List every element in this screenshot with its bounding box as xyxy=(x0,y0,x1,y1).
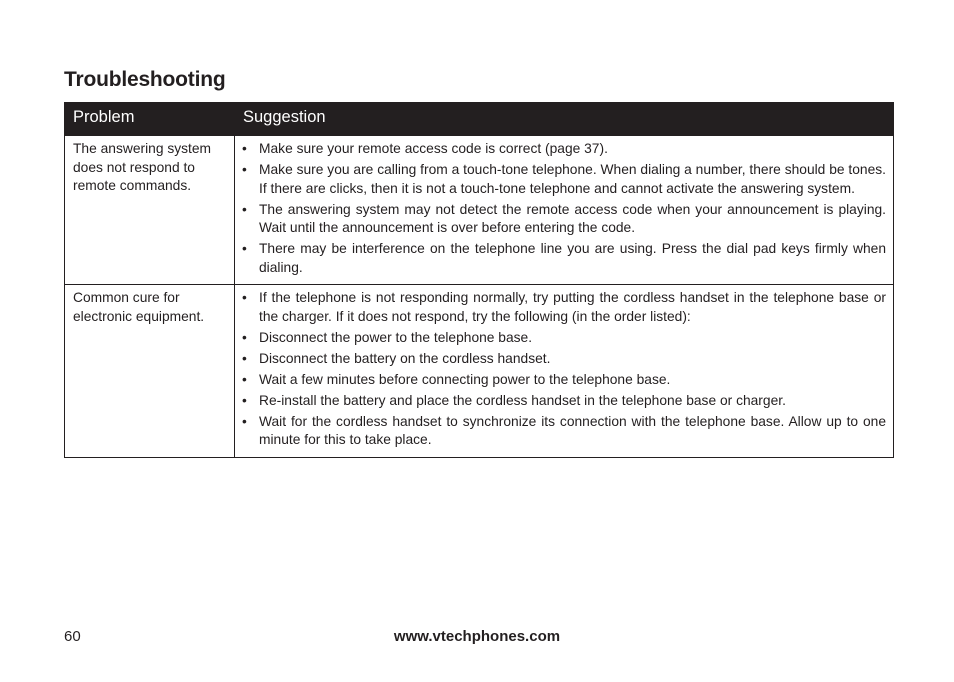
suggestion-text: Wait for the cordless handset to synchronize its connection with the telephone base. Allow up to one minute for this to take place. xyxy=(259,413,886,447)
suggestion-text: The answering system may not detect the remote access code when your announcement is playing. Wait until the announcement is over before entering the code. xyxy=(259,201,886,235)
bullet-icon: • xyxy=(242,201,247,217)
suggestion-list xyxy=(242,289,886,450)
list-item xyxy=(242,350,886,369)
page-number: 60 xyxy=(64,628,81,645)
list-item xyxy=(242,140,886,159)
bullet-icon: • xyxy=(242,141,247,156)
problem-cell: The answering system does not respond to remote commands. xyxy=(65,136,235,285)
bullet-icon: • xyxy=(242,329,247,345)
list-item xyxy=(242,371,886,390)
header-problem: Problem xyxy=(65,103,235,136)
bullet-icon: • xyxy=(242,413,247,429)
list-item xyxy=(242,329,886,348)
bullet-icon: • xyxy=(242,162,247,177)
suggestion-text: Make sure you are calling from a touch-tone telephone. When dialing a number, there should be tones. If there are clicks, then it is not a touch-tone telephone and cannot activate the answering system. xyxy=(259,162,886,196)
bullet-icon: • xyxy=(242,350,247,366)
bullet-icon: • xyxy=(242,241,247,256)
suggestion-list xyxy=(242,140,886,277)
suggestion-text: Wait a few minutes before connecting power to the telephone base. xyxy=(259,371,671,387)
list-item xyxy=(242,413,886,450)
list-item xyxy=(242,240,886,277)
footer-website[interactable]: www.vtechphones.com xyxy=(393,628,561,645)
suggestion-cell xyxy=(235,136,894,285)
suggestion-text: Re-install the battery and place the cordless handset in the telephone base or charger. xyxy=(259,392,786,408)
list-item xyxy=(242,161,886,198)
table-header-row xyxy=(65,103,894,136)
page-title: Troubleshooting xyxy=(64,68,226,91)
header-suggestion: Suggestion xyxy=(235,103,894,136)
suggestion-text: If the telephone is not responding normally, try putting the cordless handset in the telephone base or the charger. If it does not respond, try the following (in the order listed): xyxy=(259,290,886,324)
suggestion-text: Disconnect the power to the telephone base. xyxy=(259,329,533,345)
suggestion-cell xyxy=(235,285,894,458)
bullet-icon: • xyxy=(242,290,247,305)
list-item xyxy=(242,201,886,238)
bullet-icon: • xyxy=(242,392,247,408)
table-row xyxy=(65,136,894,285)
list-item xyxy=(242,392,886,411)
troubleshooting-table xyxy=(64,102,894,458)
list-item xyxy=(242,289,886,326)
suggestion-text: There may be interference on the telephone line you are using. Press the dial pad keys firmly when dialing. xyxy=(259,241,886,275)
table-row xyxy=(65,285,894,458)
suggestion-text: Make sure your remote access code is correct (page 37). xyxy=(259,141,608,156)
bullet-icon: • xyxy=(242,371,247,387)
problem-cell: Common cure for electronic equipment. xyxy=(65,285,235,458)
suggestion-text: Disconnect the battery on the cordless handset. xyxy=(259,350,551,366)
